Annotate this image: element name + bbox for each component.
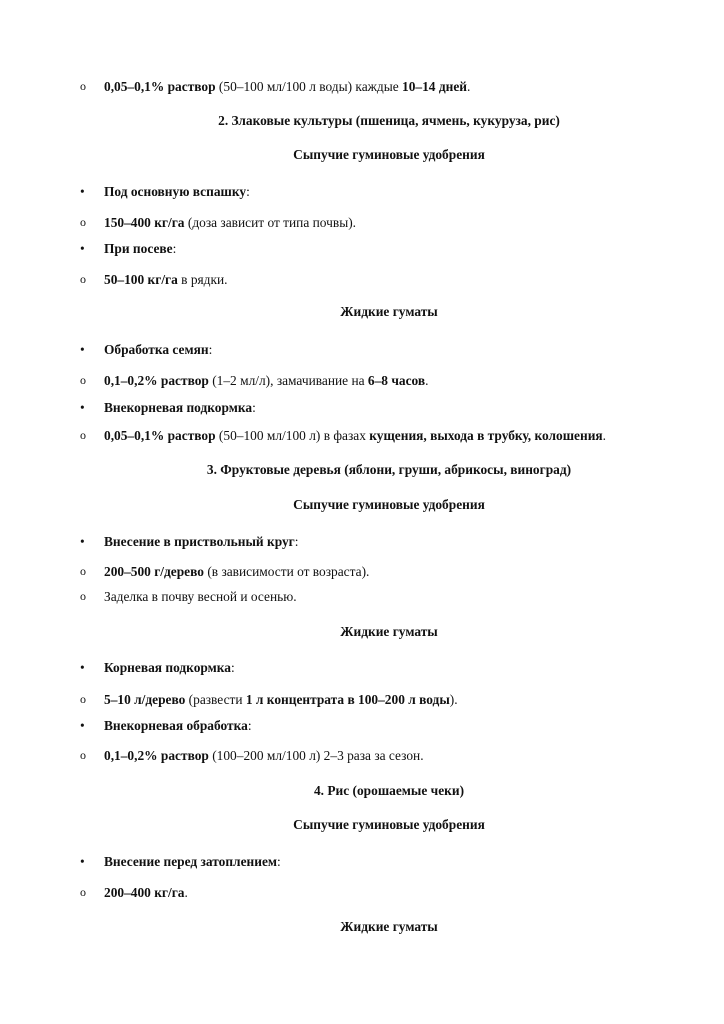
- bold-text: 6–8 часов: [367, 373, 426, 388]
- dot-bullet-icon: •: [80, 241, 85, 256]
- bold-text: 200–400 кг/га: [104, 885, 185, 900]
- bold-text: 0,1–0,2% раствор: [104, 373, 209, 388]
- plain-text: Заделка в почву весной и осенью.: [104, 589, 297, 604]
- list-item-text: [104, 589, 297, 605]
- bold-text: Внекорневая подкормка: [104, 400, 253, 415]
- list-item-text: [104, 534, 299, 550]
- list-item-text: [104, 718, 252, 734]
- circle-bullet-icon: o: [80, 272, 86, 286]
- plain-text: ).: [449, 692, 458, 707]
- plain-text: (1–2 мл/л), замачивание на: [208, 373, 368, 388]
- list-item-text: [104, 215, 356, 231]
- plain-text: (50–100 мл/100 л) в фазах: [215, 428, 370, 443]
- plain-text: .: [466, 79, 471, 94]
- list-item-text: [104, 184, 250, 200]
- bold-text: Внекорневая обработка: [104, 718, 248, 733]
- bold-text: кущения, выхода в трубку, колошения: [369, 428, 603, 443]
- circle-bullet-icon: o: [80, 692, 86, 706]
- circle-bullet-icon: o: [80, 373, 86, 387]
- dot-bullet-icon: •: [80, 534, 85, 549]
- bold-text: 0,05–0,1% раствор: [104, 79, 216, 94]
- dot-bullet-icon: •: [80, 660, 85, 675]
- bold-text: 50–100 кг/га: [104, 272, 178, 287]
- bold-text: Внесение в приствольный круг: [104, 534, 295, 549]
- plain-text: .: [184, 885, 188, 900]
- bold-text: 10–14 дней: [402, 79, 467, 94]
- plain-text: :: [246, 184, 250, 199]
- bold-text: 0,1–0,2% раствор: [104, 748, 209, 763]
- circle-bullet-icon: o: [80, 215, 86, 229]
- list-item-text: [104, 854, 281, 870]
- plain-text: :: [277, 854, 281, 869]
- circle-bullet-icon: o: [80, 589, 86, 603]
- list-item-text: [104, 564, 369, 580]
- plain-text: (50–100 мл/100 л воды) каждые: [215, 79, 402, 94]
- section-heading: Сыпучие гуминовые удобрения: [293, 497, 485, 512]
- section-heading: Жидкие гуматы: [340, 919, 438, 934]
- plain-text: в рядки.: [177, 272, 228, 287]
- list-item-text: [104, 748, 424, 764]
- plain-text: :: [230, 660, 235, 675]
- bold-text: 200–500 г/дерево: [104, 564, 204, 579]
- plain-text: (100–200 мл/100 л) 2–3 раза за сезон.: [208, 748, 424, 763]
- plain-text: :: [252, 400, 256, 415]
- list-item-text: [104, 692, 458, 708]
- circle-bullet-icon: o: [80, 428, 86, 442]
- plain-text: :: [208, 342, 213, 357]
- circle-bullet-icon: o: [80, 885, 86, 899]
- circle-bullet-icon: o: [80, 79, 86, 93]
- dot-bullet-icon: •: [80, 342, 85, 357]
- list-item-text: [104, 342, 212, 358]
- section-heading: Жидкие гуматы: [340, 304, 438, 319]
- bold-text: Под основную вспашку: [104, 184, 247, 199]
- list-item-text: [104, 373, 428, 389]
- section-heading: 4. Рис (орошаемые чеки): [313, 783, 465, 798]
- section-heading: 2. Злаковые культуры (пшеница, ячмень, кукуруза, рис): [218, 113, 560, 128]
- list-item-text: [104, 241, 176, 257]
- bold-text: При посеве: [104, 241, 173, 256]
- dot-bullet-icon: •: [80, 184, 85, 199]
- section-heading: Сыпучие гуминовые удобрения: [293, 817, 485, 832]
- bold-text: Корневая подкормка: [104, 660, 231, 675]
- bold-text: Внесение перед затоплением: [104, 854, 278, 869]
- dot-bullet-icon: •: [80, 854, 85, 869]
- list-item-text: [104, 400, 256, 416]
- bold-text: 150–400 кг/га: [104, 215, 185, 230]
- dot-bullet-icon: •: [80, 718, 85, 733]
- bold-text: 0,05–0,1% раствор: [104, 428, 216, 443]
- list-item-text: [104, 79, 470, 95]
- plain-text: .: [602, 428, 607, 443]
- list-item-text: [104, 272, 228, 288]
- dot-bullet-icon: •: [80, 400, 85, 415]
- plain-text: (доза зависит от типа почвы).: [184, 215, 357, 230]
- bold-text: Обработка семян: [104, 342, 209, 357]
- list-item-text: [104, 660, 235, 676]
- plain-text: .: [425, 373, 429, 388]
- plain-text: :: [294, 534, 299, 549]
- circle-bullet-icon: o: [80, 748, 86, 762]
- circle-bullet-icon: o: [80, 564, 86, 578]
- bold-text: 1 л концентрата в 100–200 л воды: [245, 692, 450, 707]
- plain-text: :: [172, 241, 177, 256]
- list-item-text: [104, 885, 188, 901]
- bold-text: 5–10 л/дерево: [104, 692, 186, 707]
- list-item-text: [104, 428, 606, 444]
- section-heading: Сыпучие гуминовые удобрения: [293, 147, 485, 162]
- plain-text: :: [247, 718, 252, 733]
- section-heading: 3. Фруктовые деревья (яблони, груши, абрикосы, виноград): [206, 462, 572, 477]
- section-heading: Жидкие гуматы: [340, 624, 438, 639]
- plain-text: (развести: [185, 692, 246, 707]
- plain-text: (в зависимости от возраста).: [203, 564, 370, 579]
